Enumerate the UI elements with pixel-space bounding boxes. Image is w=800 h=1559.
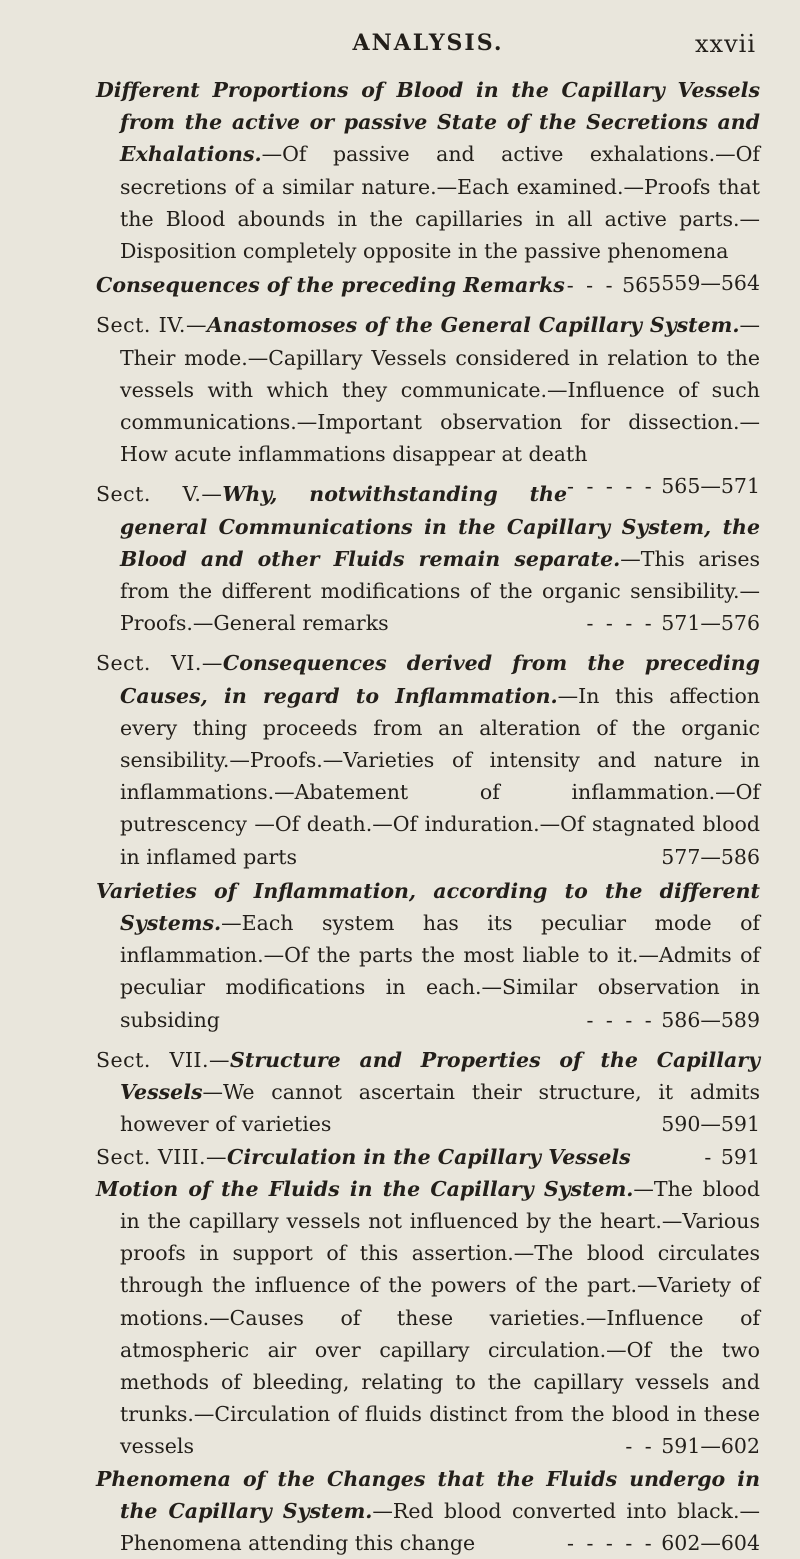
entry-title: Varieties of Inflammation, according to the different Systems. [96,878,760,936]
entry-title: Circulation in the Capillary Vessels [227,1144,631,1169]
entry-title: Consequences of the preceding Remarks [96,273,565,298]
page-reference [567,269,662,301]
page-range: 559—564 [661,271,760,296]
analysis-entry [96,1173,760,1463]
dot-leader: - - - - [586,1007,655,1032]
entry-title: Anastomoses of the General Capillary System. [206,313,740,338]
page-range: 586—589 [661,1007,760,1032]
analysis-entries [96,74,760,1559]
page-reference [567,470,760,502]
entry-text: —Their mode.—Capillary Vessels considered in relation to the vessels with which they communicate.—Influence of such communications.—Important observation for dissection.—How acute inflammations disappear at death [120,313,760,467]
page-number: xxvii [695,30,756,58]
page-range: 565—571 [661,474,760,499]
dot-leader: - - - - [586,611,655,636]
entry-text: —We cannot ascertain their structure, it admits however of varieties [120,1080,760,1137]
entry-text: —The blood in the capillary vessels not influenced by the heart.—Various proofs in support of this assertion.—The blood circulates through the influence of the powers of the part.—Variety of motions.—Causes of these varieties.—Influence of atmospheric air over capillary circulation.—Of the two methods of bleeding, relating to the capillary vessels and trunks.—Circulation of fluids distinct from the blood in these vessels [120,1176,760,1459]
analysis-entry [96,269,760,301]
page-reference [586,607,760,639]
page-reference [661,1108,760,1140]
entry-text: —This arises from the different modifications of the organic sensibility.—Proofs.—General remarks [120,546,760,636]
dot-leader: - - - - - [567,474,655,499]
section-label: Sect. VII.— [96,1047,231,1072]
page-range: 571—576 [661,611,760,636]
page-reference [661,841,760,873]
analysis-entry [96,875,760,1036]
page-range: 591 [720,1144,760,1169]
dot-leader: - - - - - [567,1530,655,1555]
entry-title: Consequences derived from the preceding Causes, in regard to Inflammation. [120,651,760,708]
page-reference [567,1527,760,1559]
entry-text: —Of passive and active exhalations.—Of secretions of a similar nature.—Each examined.—Proofs that the Blood abounds in the capillaries in all active parts.—Disposition completely opposite in the passive phenomena [120,142,760,264]
page-reference [704,1141,760,1173]
page-range: 577—586 [661,844,760,869]
section-label: Sect. IV.— [96,313,207,338]
page-reference [625,1430,760,1462]
dot-leader: - - [625,1434,655,1459]
running-head [96,30,760,70]
entry-title: Different Proportions of Blood in the Capillary Vessels from the active or passive State of the Secretions and Exhalations. [96,78,760,167]
analysis-entry [96,1044,760,1141]
entry-title: Phenomena of the Changes that the Fluids undergo in the Capillary System. [96,1466,760,1523]
entry-title: Motion of the Fluids in the Capillary System. [96,1176,634,1201]
page-range: 602—604 [661,1530,760,1555]
section-label: Sect. V.— [96,482,223,507]
section-label: Sect. VIII.— [96,1144,228,1169]
page-range: 590—591 [661,1112,760,1137]
analysis-entry [96,1141,760,1173]
section-label: Sect. VI.— [96,651,223,676]
entry-text: —Each system has its peculiar mode of inflammation.—Of the parts the most liable to it.—Admits of peculiar modifications in each.—Similar observation in subsiding [120,911,760,1032]
entry-title: Structure and Properties of the Capillary Vessels [120,1047,760,1105]
page-reference [661,267,760,299]
page-reference [586,1004,760,1036]
running-head-title: ANALYSIS. [352,30,504,56]
analysis-entry [96,1463,760,1559]
dot-leader: - [704,1144,715,1169]
entry-text: —Red blood converted into black.—Phenomena attending this change [120,1498,760,1555]
dot-leader: - - - [566,273,616,298]
page-range: 591—602 [661,1434,760,1459]
analysis-entry [96,647,760,872]
entry-text: —In this affection every thing proceeds from an alteration of the organic sensibility.—Proofs.—Varieties of intensity and nature in inflammations.—Abatement of inflammation.—Of putrescency —Of death.—Of induration.—Of stagnated blood in inflamed parts [120,683,760,869]
page-range: 565 [622,273,662,298]
entry-title: Why, notwithstanding the general Communications in the Capillary System, the Blood and other Fluids remain separate. [120,482,760,571]
